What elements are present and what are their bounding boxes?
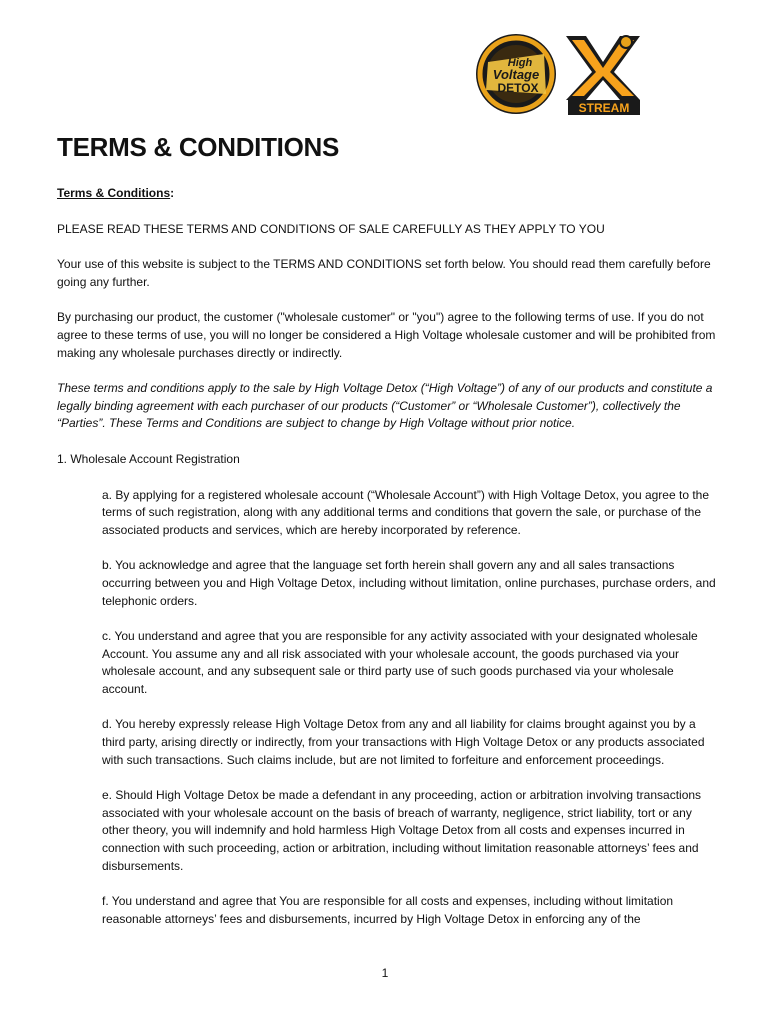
x-stream-logo xyxy=(560,30,646,116)
purchase-terms-paragraph: By purchasing our product, the customer ("wholesale customer" or "you") agree to the following terms of use. If you do not agree to these terms of use, you will no longer be considered a High Voltage wholesale customer and will be prohibited from making any wholesale purchases directly or indirectly. xyxy=(57,310,716,360)
clause-b: b. You acknowledge and agree that the language set forth herein shall govern any and all sales transactions occurring between you and High Voltage Detox, including without limitation, online purchases, purchase orders, and telephonic orders. xyxy=(102,558,716,608)
document-body xyxy=(57,132,717,928)
website-use-paragraph: Your use of this website is subject to the TERMS AND CONDITIONS set forth below. You should read them carefully before going any further. xyxy=(57,257,711,289)
page-title: TERMS & CONDITIONS xyxy=(57,132,340,162)
brand-logos xyxy=(474,30,654,116)
svg-text:High: High xyxy=(507,57,533,69)
clause-c: c. You understand and agree that you are responsible for any activity associated with your designated wholesale Account. You assume any and all risk associated with your wholesale account, the goods purchased via your wholesale account, and any subsequent sale or third party use of such goods purchased via your wholesale account. xyxy=(102,629,698,696)
clause-f: f. You understand and agree that You are responsible for all costs and expenses, including without limitation reasonable attorneys’ fees and disbursements, incurred by High Voltage Detox in enforcing any of the xyxy=(102,894,674,926)
applicability-paragraph: These terms and conditions apply to the sale by High Voltage Detox (“High Voltage”) of any of our products and constitute a legally binding agreement with each purchaser of our products (“Customer” or “Wholesale Customer”), collectively the “Parties”. These Terms and Conditions are subject to change by High Voltage without prior notice. xyxy=(57,381,713,431)
high-voltage-detox-logo xyxy=(474,32,558,116)
page-number: 1 xyxy=(381,966,389,980)
subtitle-underlined: Terms & Conditions xyxy=(57,186,171,200)
notice-paragraph: PLEASE READ THESE TERMS AND CONDITIONS OF SALE CAREFULLY AS THEY APPLY TO YOU xyxy=(57,221,605,236)
clause-a: a. By applying for a registered wholesale account (“Wholesale Account”) with High Voltage Detox, you agree to the terms of such registration, along with any additional terms and conditions that govern the sale, or purchase of the associated products and services, which are hereby incorporated by reference. xyxy=(102,487,710,537)
clause-e: e. Should High Voltage Detox be made a defendant in any proceeding, action or arbitration involving transactions associated with your wholesale account on the basis of breach of warranty, negligence, strict liability, tort or any other theory, you will indemnify and hold harmless High Voltage Detox from all costs and expenses incurred in connection with such proceeding, action or arbitration, including without limitation reasonable attorneys’ fees and disbursements. xyxy=(102,788,702,873)
section-heading-wholesale: 1. Wholesale Account Registration xyxy=(57,451,240,466)
svg-text:Voltage: Voltage xyxy=(492,67,540,82)
section-subtitle xyxy=(57,185,717,203)
clause-d: d. You hereby expressly release High Voltage Detox from any and all liability for claims brought against you by a third party, arising directly or indirectly, from your transactions with High Voltage Detox or any products associated with such transactions. Such claims include, but are not limited to forfeiture and enforcement proceedings. xyxy=(102,717,705,767)
subtitle-colon: : xyxy=(170,186,175,200)
svg-text:DETOX: DETOX xyxy=(497,81,539,95)
svg-text:STREAM: STREAM xyxy=(578,101,630,115)
